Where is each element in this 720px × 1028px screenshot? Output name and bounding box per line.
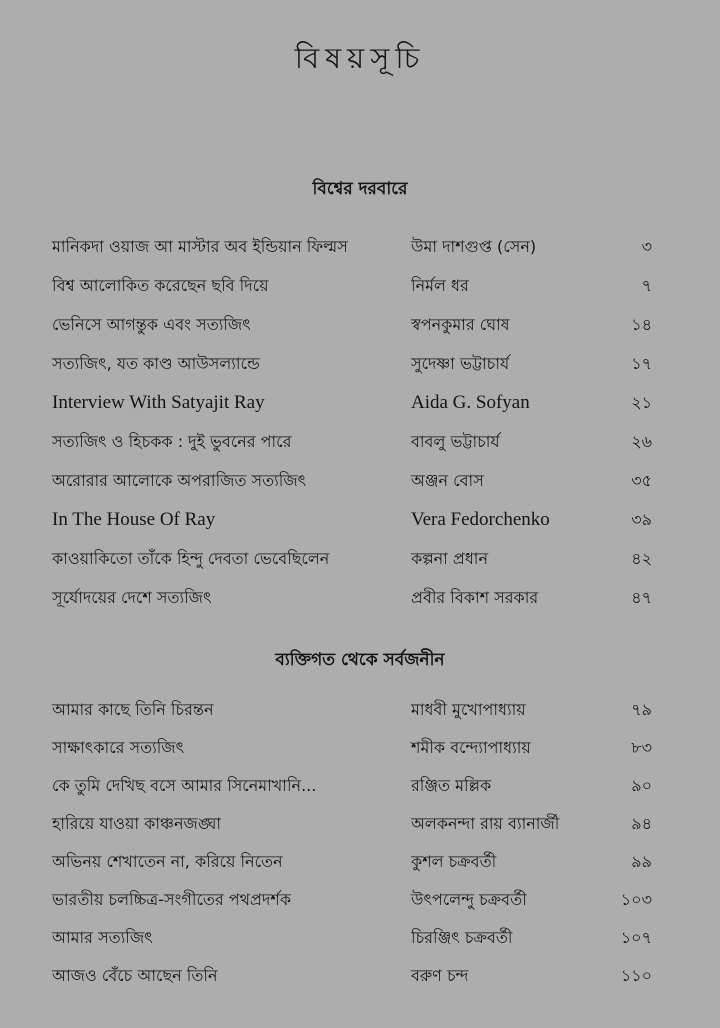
toc-entry [0,229,720,265]
entry-title: In The House Of Ray [52,509,216,530]
entry-page: ৭৯ [631,700,652,719]
entry-page: ১০৭ [620,928,652,947]
entry-title: ভারতীয় চলচ্চিত্র-সংগীতের পথপ্রদর্শক [52,890,292,909]
entry-author: বরুণ চন্দ [411,966,469,985]
toc-entry [0,463,720,499]
entry-page: ৯৯ [631,852,652,871]
toc-entry [0,730,720,766]
entry-title: আমার সত্যজিৎ [52,928,153,947]
entry-title: কাওয়াকিতো তাঁকে হিন্দু দেবতা ভেবেছিলেন [52,549,330,568]
toc-entry [0,346,720,382]
entry-page: ১৪ [631,315,652,334]
toc-entry [0,806,720,842]
entry-title: মানিকদা ওয়াজ আ মাস্টার অব ইন্ডিয়ান ফিল্মস [52,237,348,256]
entry-title: অভিনয় শেখাতেন না, করিয়ে নিতেন [52,852,283,871]
entry-title: আজও বেঁচে আছেন তিনি [52,966,218,985]
toc-entry [0,692,720,728]
entry-page: ৩৫ [631,471,652,490]
toc-entry [0,844,720,880]
entry-title: বিশ্ব আলোকিত করেছেন ছবি দিয়ে [52,276,269,295]
toc-entry [0,502,720,538]
entry-author: মাধবী মুখোপাধ্যায় [411,700,526,719]
toc-entry [0,958,720,994]
toc-entry [0,385,720,421]
toc-entry [0,268,720,304]
entry-page: ৯৪ [631,814,652,833]
entry-title: সত্যজিৎ, যত কাণ্ড আউসল্যান্ডে [52,354,260,373]
entry-page: ৯০ [631,776,652,795]
entry-page: ২৬ [631,432,652,451]
entry-page: ১১০ [620,966,652,985]
entry-page: ৭ [641,276,652,295]
entry-author: উৎপলেন্দু চক্রবর্তী [411,890,527,909]
entry-title: অরোরার আলোকে অপরাজিত সত্যজিৎ [52,471,307,490]
entry-author: স্বপনকুমার ঘোষ [411,315,510,334]
entry-author: সুদেষ্ণা ভট্টাচার্য [411,354,510,373]
toc-entry [0,307,720,343]
entry-author: উমা দাশগুপ্ত (সেন) [411,237,537,256]
entry-title: Interview With Satyajit Ray [52,392,265,413]
entry-author: বাবলু ভট্টাচার্য [411,432,500,451]
entry-title: হারিয়ে যাওয়া কাঞ্চনজঙ্ঘা [52,814,222,833]
toc-entry [0,541,720,577]
entry-author: নির্মল ধর [411,276,469,295]
entry-author: অলকনন্দা রায় ব্যানার্জী [411,814,560,833]
entry-title: কে তুমি দেখিছ বসে আমার সিনেমাখানি... [52,776,317,795]
entry-author: কুশল চক্রবর্তী [411,852,497,871]
page-title: বিষয়সূচি [294,41,426,75]
toc-entry [0,882,720,918]
entry-title: ভেনিসে আগন্তুক এবং সত্যজিৎ [52,315,251,334]
entry-page: ৪৭ [631,588,652,607]
entry-title: সত্যজিৎ ও হিচকক : দুই ভুবনের পারে [52,432,292,451]
entry-page: ৮৩ [631,738,652,757]
section-heading-1: বিশ্বের দরবারে [312,179,408,199]
toc-entry [0,768,720,804]
toc-entry [0,580,720,616]
entry-page: ১৭ [631,354,652,373]
entry-page: ১০৩ [620,890,652,909]
entry-title: সাক্ষাৎকারে সত্যজিৎ [52,738,185,757]
entry-page: ৩ [641,237,652,256]
entry-page: ৩৯ [631,510,652,529]
entry-author: অঞ্জন বোস [411,471,484,490]
entry-author: Aida G. Sofyan [411,392,530,413]
entry-author: রঞ্জিত মল্লিক [411,776,492,795]
entry-author: চিরঞ্জিৎ চক্রবর্তী [411,928,513,947]
entry-author: প্রবীর বিকাশ সরকার [411,588,539,607]
entry-title: আমার কাছে তিনি চিরন্তন [52,700,214,719]
entry-page: ৪২ [631,549,652,568]
entry-author: কল্পনা প্রধান [411,549,488,568]
toc-entry [0,424,720,460]
entry-author: Vera Fedorchenko [411,509,550,530]
entry-title: সূর্যোদয়ের দেশে সত্যজিৎ [52,588,212,607]
toc-entry [0,920,720,956]
section-heading-2: ব্যক্তিগত থেকে সর্বজনীন [275,650,445,670]
entry-author: শমীক বন্দ্যোপাধ্যায় [411,738,531,757]
entry-page: ২১ [631,393,652,412]
